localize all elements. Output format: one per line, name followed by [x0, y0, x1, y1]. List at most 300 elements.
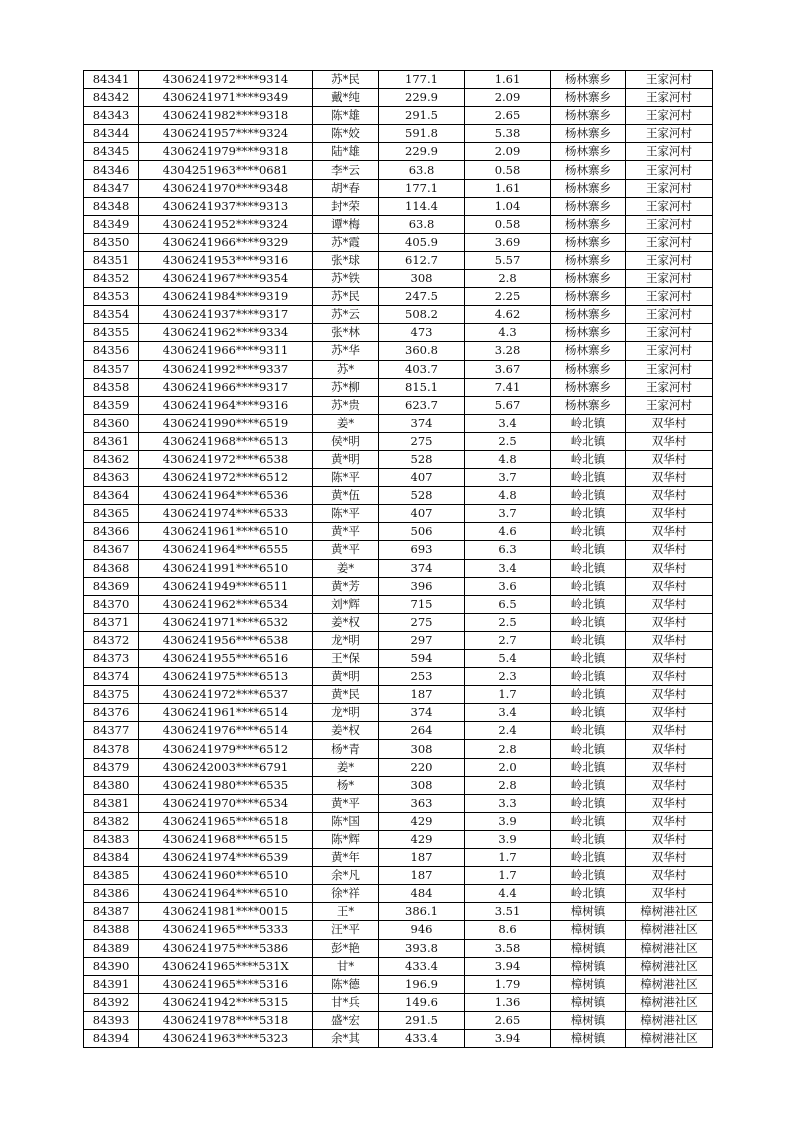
row-number-cell: 84386 [84, 885, 139, 903]
data-table [83, 70, 713, 1048]
id-number-cell: 4306241962****6534 [139, 595, 313, 613]
area-cell: 1.79 [465, 975, 551, 993]
name-cell: 杨*青 [313, 740, 379, 758]
table-row [84, 143, 713, 161]
village-cell: 双华村 [626, 523, 713, 541]
area-cell: 8.6 [465, 921, 551, 939]
township-cell: 樟树镇 [551, 903, 626, 921]
amount-cell: 247.5 [379, 288, 465, 306]
village-cell: 双华村 [626, 849, 713, 867]
id-number-cell: 4306241942****5315 [139, 993, 313, 1011]
village-cell: 双华村 [626, 541, 713, 559]
id-number-cell: 4306241981****0015 [139, 903, 313, 921]
village-cell: 双华村 [626, 432, 713, 450]
name-cell: 黄*芳 [313, 577, 379, 595]
table-row [84, 378, 713, 396]
row-number-cell: 84371 [84, 613, 139, 631]
area-cell: 2.8 [465, 776, 551, 794]
table-row [84, 179, 713, 197]
id-number-cell: 4306241979****9318 [139, 143, 313, 161]
name-cell: 张*林 [313, 324, 379, 342]
name-cell: 谭*梅 [313, 215, 379, 233]
village-cell: 双华村 [626, 812, 713, 830]
area-cell: 1.61 [465, 179, 551, 197]
township-cell: 杨林寨乡 [551, 251, 626, 269]
row-number-cell: 84390 [84, 957, 139, 975]
area-cell: 1.7 [465, 867, 551, 885]
name-cell: 龙*明 [313, 704, 379, 722]
table-row [84, 414, 713, 432]
amount-cell: 187 [379, 686, 465, 704]
area-cell: 1.61 [465, 71, 551, 89]
area-cell: 5.4 [465, 650, 551, 668]
village-cell: 双华村 [626, 867, 713, 885]
id-number-cell: 4306241949****6511 [139, 577, 313, 595]
table-row [84, 921, 713, 939]
name-cell: 苏*霞 [313, 233, 379, 251]
area-cell: 4.62 [465, 306, 551, 324]
area-cell: 2.5 [465, 613, 551, 631]
table-row [84, 830, 713, 848]
village-cell: 双华村 [626, 577, 713, 595]
table-row [84, 233, 713, 251]
village-cell: 双华村 [626, 414, 713, 432]
name-cell: 封*荣 [313, 197, 379, 215]
name-cell: 杨* [313, 776, 379, 794]
township-cell: 杨林寨乡 [551, 125, 626, 143]
amount-cell: 229.9 [379, 143, 465, 161]
id-number-cell: 4306241965****6518 [139, 812, 313, 830]
amount-cell: 187 [379, 849, 465, 867]
id-number-cell: 4306241965****5316 [139, 975, 313, 993]
row-number-cell: 84346 [84, 161, 139, 179]
village-cell: 樟树港社区 [626, 957, 713, 975]
township-cell: 岭北镇 [551, 650, 626, 668]
table-row [84, 885, 713, 903]
township-cell: 杨林寨乡 [551, 89, 626, 107]
area-cell: 2.4 [465, 722, 551, 740]
name-cell: 李*云 [313, 161, 379, 179]
amount-cell: 407 [379, 505, 465, 523]
id-number-cell: 4306241972****6512 [139, 469, 313, 487]
area-cell: 3.69 [465, 233, 551, 251]
name-cell: 陈*雄 [313, 107, 379, 125]
area-cell: 6.5 [465, 595, 551, 613]
table-row [84, 993, 713, 1011]
id-number-cell: 4306241952****9324 [139, 215, 313, 233]
village-cell: 双华村 [626, 722, 713, 740]
row-number-cell: 84361 [84, 432, 139, 450]
township-cell: 杨林寨乡 [551, 161, 626, 179]
amount-cell: 220 [379, 758, 465, 776]
name-cell: 黄*伍 [313, 487, 379, 505]
village-cell: 双华村 [626, 487, 713, 505]
row-number-cell: 84359 [84, 396, 139, 414]
row-number-cell: 84374 [84, 668, 139, 686]
name-cell: 陈*辉 [313, 830, 379, 848]
id-number-cell: 4306241963****5323 [139, 1029, 313, 1047]
township-cell: 樟树镇 [551, 1011, 626, 1029]
id-number-cell: 4306241975****6513 [139, 668, 313, 686]
village-cell: 双华村 [626, 740, 713, 758]
amount-cell: 396 [379, 577, 465, 595]
row-number-cell: 84352 [84, 270, 139, 288]
name-cell: 苏*云 [313, 306, 379, 324]
id-number-cell: 4306241961****6514 [139, 704, 313, 722]
row-number-cell: 84382 [84, 812, 139, 830]
area-cell: 2.65 [465, 107, 551, 125]
table-row [84, 71, 713, 89]
id-number-cell: 4306241964****9316 [139, 396, 313, 414]
village-cell: 樟树港社区 [626, 1029, 713, 1047]
amount-cell: 594 [379, 650, 465, 668]
table-row [84, 613, 713, 631]
township-cell: 岭北镇 [551, 794, 626, 812]
row-number-cell: 84364 [84, 487, 139, 505]
name-cell: 甘*兵 [313, 993, 379, 1011]
village-cell: 樟树港社区 [626, 975, 713, 993]
township-cell: 岭北镇 [551, 577, 626, 595]
table-row [84, 631, 713, 649]
area-cell: 5.38 [465, 125, 551, 143]
village-cell: 王家河村 [626, 161, 713, 179]
table-row [84, 450, 713, 468]
id-number-cell: 4306241965****531X [139, 957, 313, 975]
table-row [84, 794, 713, 812]
table-row [84, 686, 713, 704]
amount-cell: 405.9 [379, 233, 465, 251]
township-cell: 岭北镇 [551, 432, 626, 450]
id-number-cell: 4306241966****9311 [139, 342, 313, 360]
row-number-cell: 84342 [84, 89, 139, 107]
amount-cell: 407 [379, 469, 465, 487]
id-number-cell: 4306241991****6510 [139, 559, 313, 577]
amount-cell: 433.4 [379, 957, 465, 975]
id-number-cell: 4306241970****6534 [139, 794, 313, 812]
township-cell: 樟树镇 [551, 921, 626, 939]
area-cell: 2.8 [465, 270, 551, 288]
row-number-cell: 84392 [84, 993, 139, 1011]
id-number-cell: 4306241961****6510 [139, 523, 313, 541]
village-cell: 樟树港社区 [626, 903, 713, 921]
township-cell: 樟树镇 [551, 1029, 626, 1047]
row-number-cell: 84378 [84, 740, 139, 758]
amount-cell: 264 [379, 722, 465, 740]
id-number-cell: 4306241976****6514 [139, 722, 313, 740]
area-cell: 4.4 [465, 885, 551, 903]
area-cell: 3.4 [465, 414, 551, 432]
area-cell: 4.8 [465, 487, 551, 505]
amount-cell: 308 [379, 270, 465, 288]
township-cell: 岭北镇 [551, 414, 626, 432]
table-row [84, 396, 713, 414]
name-cell: 苏*贵 [313, 396, 379, 414]
amount-cell: 308 [379, 740, 465, 758]
area-cell: 3.4 [465, 704, 551, 722]
amount-cell: 946 [379, 921, 465, 939]
village-cell: 王家河村 [626, 215, 713, 233]
village-cell: 双华村 [626, 704, 713, 722]
township-cell: 岭北镇 [551, 559, 626, 577]
row-number-cell: 84351 [84, 251, 139, 269]
id-number-cell: 4306241980****6535 [139, 776, 313, 794]
township-cell: 岭北镇 [551, 722, 626, 740]
name-cell: 陈*德 [313, 975, 379, 993]
id-number-cell: 4306241972****6538 [139, 450, 313, 468]
area-cell: 3.94 [465, 1029, 551, 1047]
township-cell: 杨林寨乡 [551, 215, 626, 233]
table-row [84, 722, 713, 740]
name-cell: 黄*民 [313, 686, 379, 704]
area-cell: 5.67 [465, 396, 551, 414]
name-cell: 甘* [313, 957, 379, 975]
id-number-cell: 4306241984****9319 [139, 288, 313, 306]
amount-cell: 291.5 [379, 1011, 465, 1029]
amount-cell: 63.8 [379, 161, 465, 179]
area-cell: 5.57 [465, 251, 551, 269]
name-cell: 余*凡 [313, 867, 379, 885]
id-number-cell: 4306241975****5386 [139, 939, 313, 957]
township-cell: 岭北镇 [551, 505, 626, 523]
amount-cell: 433.4 [379, 1029, 465, 1047]
township-cell: 岭北镇 [551, 631, 626, 649]
row-number-cell: 84363 [84, 469, 139, 487]
township-cell: 岭北镇 [551, 812, 626, 830]
township-cell: 岭北镇 [551, 686, 626, 704]
area-cell: 2.5 [465, 432, 551, 450]
village-cell: 王家河村 [626, 306, 713, 324]
table-row [84, 324, 713, 342]
village-cell: 双华村 [626, 668, 713, 686]
row-number-cell: 84381 [84, 794, 139, 812]
row-number-cell: 84349 [84, 215, 139, 233]
id-number-cell: 4306241982****9318 [139, 107, 313, 125]
amount-cell: 291.5 [379, 107, 465, 125]
row-number-cell: 84341 [84, 71, 139, 89]
row-number-cell: 84372 [84, 631, 139, 649]
id-number-cell: 4306241972****9314 [139, 71, 313, 89]
township-cell: 岭北镇 [551, 704, 626, 722]
amount-cell: 374 [379, 704, 465, 722]
village-cell: 双华村 [626, 686, 713, 704]
township-cell: 杨林寨乡 [551, 360, 626, 378]
table-row [84, 668, 713, 686]
name-cell: 陈*国 [313, 812, 379, 830]
area-cell: 0.58 [465, 161, 551, 179]
row-number-cell: 84358 [84, 378, 139, 396]
name-cell: 黄*平 [313, 541, 379, 559]
area-cell: 2.3 [465, 668, 551, 686]
village-cell: 王家河村 [626, 324, 713, 342]
township-cell: 杨林寨乡 [551, 396, 626, 414]
name-cell: 黄*平 [313, 523, 379, 541]
name-cell: 刘*辉 [313, 595, 379, 613]
id-number-cell: 4306242003****6791 [139, 758, 313, 776]
id-number-cell: 4306241964****6510 [139, 885, 313, 903]
amount-cell: 393.8 [379, 939, 465, 957]
id-number-cell: 4306241972****6537 [139, 686, 313, 704]
amount-cell: 275 [379, 432, 465, 450]
row-number-cell: 84357 [84, 360, 139, 378]
id-number-cell: 4306241955****6516 [139, 650, 313, 668]
township-cell: 樟树镇 [551, 993, 626, 1011]
township-cell: 岭北镇 [551, 523, 626, 541]
village-cell: 王家河村 [626, 125, 713, 143]
name-cell: 徐*祥 [313, 885, 379, 903]
village-cell: 樟树港社区 [626, 939, 713, 957]
amount-cell: 473 [379, 324, 465, 342]
amount-cell: 815.1 [379, 378, 465, 396]
id-number-cell: 4306241967****9354 [139, 270, 313, 288]
area-cell: 3.6 [465, 577, 551, 595]
village-cell: 双华村 [626, 885, 713, 903]
amount-cell: 114.4 [379, 197, 465, 215]
amount-cell: 177.1 [379, 71, 465, 89]
table-row [84, 523, 713, 541]
table-row [84, 758, 713, 776]
village-cell: 王家河村 [626, 378, 713, 396]
row-number-cell: 84365 [84, 505, 139, 523]
id-number-cell: 4306241953****9316 [139, 251, 313, 269]
id-number-cell: 4306241970****9348 [139, 179, 313, 197]
amount-cell: 506 [379, 523, 465, 541]
table-row [84, 595, 713, 613]
name-cell: 盛*宏 [313, 1011, 379, 1029]
name-cell: 黄*年 [313, 849, 379, 867]
name-cell: 陈*平 [313, 505, 379, 523]
name-cell: 姜* [313, 559, 379, 577]
name-cell: 龙*明 [313, 631, 379, 649]
row-number-cell: 84370 [84, 595, 139, 613]
amount-cell: 360.8 [379, 342, 465, 360]
amount-cell: 715 [379, 595, 465, 613]
name-cell: 黄*明 [313, 668, 379, 686]
township-cell: 岭北镇 [551, 487, 626, 505]
area-cell: 6.3 [465, 541, 551, 559]
name-cell: 张*球 [313, 251, 379, 269]
township-cell: 岭北镇 [551, 450, 626, 468]
name-cell: 陆*雄 [313, 143, 379, 161]
id-number-cell: 4306241960****6510 [139, 867, 313, 885]
township-cell: 杨林寨乡 [551, 107, 626, 125]
table-row [84, 975, 713, 993]
table-row [84, 270, 713, 288]
table-row [84, 432, 713, 450]
row-number-cell: 84344 [84, 125, 139, 143]
amount-cell: 196.9 [379, 975, 465, 993]
village-cell: 王家河村 [626, 288, 713, 306]
amount-cell: 484 [379, 885, 465, 903]
row-number-cell: 84391 [84, 975, 139, 993]
township-cell: 杨林寨乡 [551, 143, 626, 161]
area-cell: 1.36 [465, 993, 551, 1011]
township-cell: 樟树镇 [551, 939, 626, 957]
table-row [84, 505, 713, 523]
township-cell: 杨林寨乡 [551, 324, 626, 342]
township-cell: 岭北镇 [551, 469, 626, 487]
township-cell: 杨林寨乡 [551, 378, 626, 396]
name-cell: 陈*姣 [313, 125, 379, 143]
area-cell: 2.65 [465, 1011, 551, 1029]
township-cell: 杨林寨乡 [551, 179, 626, 197]
village-cell: 王家河村 [626, 107, 713, 125]
name-cell: 黄*平 [313, 794, 379, 812]
table-row [84, 360, 713, 378]
id-number-cell: 4306241968****6513 [139, 432, 313, 450]
village-cell: 王家河村 [626, 396, 713, 414]
table-row [84, 125, 713, 143]
name-cell: 姜*权 [313, 613, 379, 631]
amount-cell: 429 [379, 812, 465, 830]
id-number-cell: 4306241964****6555 [139, 541, 313, 559]
id-number-cell: 4306241974****6539 [139, 849, 313, 867]
row-number-cell: 84369 [84, 577, 139, 595]
village-cell: 王家河村 [626, 143, 713, 161]
amount-cell: 403.7 [379, 360, 465, 378]
name-cell: 姜* [313, 758, 379, 776]
id-number-cell: 4306241990****6519 [139, 414, 313, 432]
amount-cell: 693 [379, 541, 465, 559]
amount-cell: 149.6 [379, 993, 465, 1011]
table-row [84, 559, 713, 577]
township-cell: 杨林寨乡 [551, 288, 626, 306]
id-number-cell: 4306241978****5318 [139, 1011, 313, 1029]
amount-cell: 591.8 [379, 125, 465, 143]
id-number-cell: 4306241956****6538 [139, 631, 313, 649]
row-number-cell: 84377 [84, 722, 139, 740]
table-row [84, 288, 713, 306]
name-cell: 苏*柳 [313, 378, 379, 396]
row-number-cell: 84384 [84, 849, 139, 867]
village-cell: 双华村 [626, 794, 713, 812]
township-cell: 岭北镇 [551, 758, 626, 776]
id-number-cell: 4306241966****9317 [139, 378, 313, 396]
area-cell: 3.9 [465, 812, 551, 830]
table-row [84, 776, 713, 794]
name-cell: 王* [313, 903, 379, 921]
village-cell: 双华村 [626, 469, 713, 487]
row-number-cell: 84373 [84, 650, 139, 668]
table-row [84, 469, 713, 487]
table-row [84, 740, 713, 758]
village-cell: 双华村 [626, 650, 713, 668]
area-cell: 2.25 [465, 288, 551, 306]
township-cell: 杨林寨乡 [551, 71, 626, 89]
name-cell: 苏*民 [313, 71, 379, 89]
area-cell: 3.28 [465, 342, 551, 360]
township-cell: 岭北镇 [551, 613, 626, 631]
row-number-cell: 84393 [84, 1011, 139, 1029]
area-cell: 3.51 [465, 903, 551, 921]
table-row [84, 849, 713, 867]
row-number-cell: 84376 [84, 704, 139, 722]
village-cell: 王家河村 [626, 197, 713, 215]
table-row [84, 89, 713, 107]
name-cell: 戴*纯 [313, 89, 379, 107]
township-cell: 岭北镇 [551, 776, 626, 794]
table-row [84, 704, 713, 722]
area-cell: 4.8 [465, 450, 551, 468]
table-row [84, 215, 713, 233]
township-cell: 杨林寨乡 [551, 342, 626, 360]
id-number-cell: 4306241979****6512 [139, 740, 313, 758]
village-cell: 王家河村 [626, 342, 713, 360]
table-row [84, 577, 713, 595]
area-cell: 3.9 [465, 830, 551, 848]
table-row [84, 650, 713, 668]
township-cell: 岭北镇 [551, 740, 626, 758]
row-number-cell: 84380 [84, 776, 139, 794]
